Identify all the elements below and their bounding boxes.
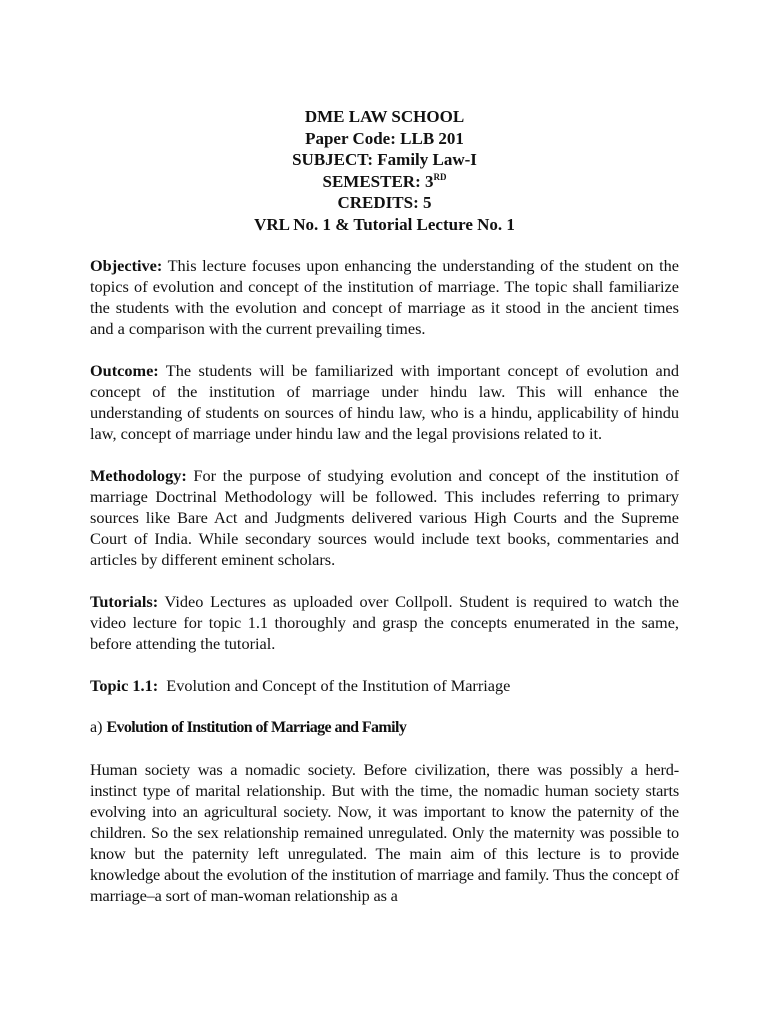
- topic-label: Topic 1.1:: [90, 676, 159, 695]
- tutorials-label: Tutorials:: [90, 592, 159, 611]
- lecture-line: VRL No. 1 & Tutorial Lecture No. 1: [254, 214, 515, 234]
- subject-line: SUBJECT: Family Law-I: [292, 150, 477, 169]
- topic-text: Evolution and Concept of the Institution of Marriage: [158, 676, 511, 695]
- semester-line: [90, 171, 679, 193]
- methodology-label: Methodology:: [90, 466, 187, 485]
- objective-paragraph: [90, 255, 679, 339]
- methodology-paragraph: [90, 465, 679, 570]
- semester-superscript: RD: [433, 171, 447, 182]
- topic-heading: [90, 675, 679, 696]
- document-header: [90, 106, 679, 235]
- section-a-heading: [90, 717, 679, 738]
- outcome-label: Outcome:: [90, 361, 159, 380]
- credits-line: CREDITS: 5: [337, 193, 432, 212]
- outcome-paragraph: [90, 360, 679, 444]
- objective-label: Objective:: [90, 256, 163, 275]
- objective-text: This lecture focuses upon enhancing the understanding of the student on the topics of evolution and concept of the institution of marriage. The topic shall familiarize the students with the evolution and concept of marriage as it stood in the ancient times and a comparison with the current prevailing times.: [90, 256, 679, 338]
- school-name: DME LAW SCHOOL: [304, 107, 465, 126]
- methodology-text: For the purpose of studying evolution and concept of the institution of marriage Doctrinal Methodology will be followed. This includes referring to primary sources like Bare Act and Judgments delivered various High Courts and the Supreme Court of India. While secondary sources would include text books, commentaries and articles by different eminent scholars.: [90, 466, 679, 569]
- section-a-prefix: a): [90, 719, 107, 736]
- body-paragraph: Human society was a nomadic society. Before civilization, there was possibly a herd-instinct type of marital relationship. But with the time, the nomadic human society starts evolving into an agricultural society. Now, it was important to know the paternity of the children. So the sex relationship remained unregulated. Only the maternity was possible to know but the paternity left unregulated. The main aim of this lecture is to provide knowledge about the evolution of the institution of marriage and family. Thus the concept of marriage–a sort of man-woman relationship as a: [90, 760, 679, 905]
- semester-text: SEMESTER: 3: [322, 171, 434, 191]
- section-a-title: Evolution of Institution of Marriage and Family: [106, 719, 407, 736]
- outcome-text: The students will be familiarized with important concept of evolution and concept of the institution of marriage under hindu law. This will enhance the understanding of students on sources of hindu law, who is a hindu, applicability of hindu law, concept of marriage under hindu law and the legal provisions related to it.: [90, 361, 679, 443]
- tutorials-paragraph: [90, 591, 679, 654]
- tutorials-text: Video Lectures as uploaded over Collpoll. Student is required to watch the video lecture for topic 1.1 thoroughly and grasp the concepts enumerated in the same, before attending the tutorial.: [90, 592, 679, 653]
- paper-code: Paper Code: LLB 201: [305, 128, 464, 148]
